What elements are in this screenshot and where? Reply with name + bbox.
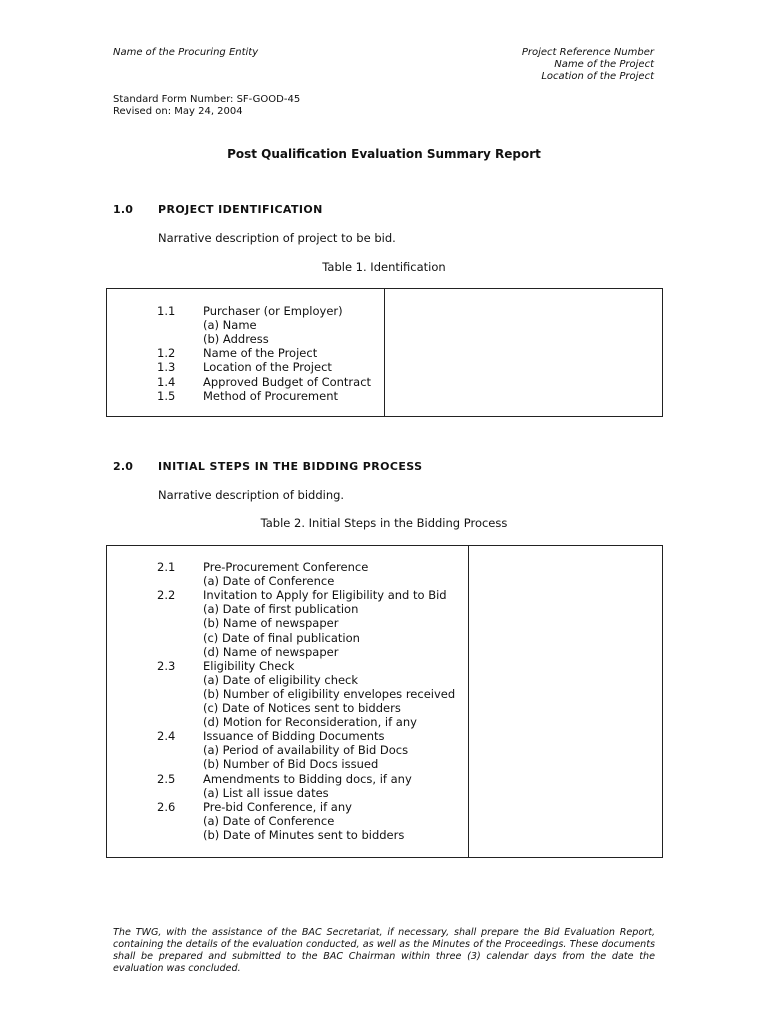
row-label: Amendments to Bidding docs, if any <box>203 771 412 786</box>
footer-note <box>113 927 655 975</box>
row-label: (c) Date of final publication <box>203 630 360 645</box>
row-number: 1.4 <box>157 374 176 389</box>
form-number: Standard Form Number: SF-GOOD-45 <box>113 94 301 105</box>
row-number: 1.3 <box>157 360 176 375</box>
row-label: Approved Budget of Contract <box>203 374 372 389</box>
footer-note-text: The TWG, with the assistance of the BAC Secretariat, if necessary, shall prepare the Bid Evaluation Report, containing the details of the evaluation conducted, as well as the Minutes of the Proceedings. These documents shall be prepared and submitted to the BAC Chairman within three (3) calendar days from the date the evaluation was concluded. <box>113 927 655 974</box>
row-label: Name of the Project <box>203 346 318 361</box>
section-2-title: INITIAL STEPS IN THE BIDDING PROCESS <box>158 460 423 473</box>
row-label: Location of the Project <box>203 360 332 375</box>
table-1-caption: Table 1. Identification <box>322 260 446 274</box>
project-location-label: Location of the Project <box>541 71 654 82</box>
section-1-narrative: Narrative description of project to be bid. <box>158 231 396 245</box>
section-1-number: 1.0 <box>113 203 134 216</box>
row-number: 2.1 <box>157 560 176 574</box>
row-label: Purchaser (or Employer) <box>203 304 343 318</box>
row-label: Invitation to Apply for Eligibility and to Bid <box>203 588 447 603</box>
row-label: (a) Date of first publication <box>203 602 359 617</box>
row-label: (d) Name of newspaper <box>203 644 339 659</box>
row-label: Issuance of Bidding Documents <box>203 729 385 744</box>
table-2-caption: Table 2. Initial Steps in the Bidding Process <box>260 516 508 530</box>
section-2-narrative: Narrative description of bidding. <box>158 488 345 502</box>
row-number: 2.5 <box>157 771 176 786</box>
revision-date: Revised on: May 24, 2004 <box>113 106 243 117</box>
row-label: Eligibility Check <box>203 658 295 673</box>
row-number: 2.4 <box>157 729 176 744</box>
row-label: (b) Name of newspaper <box>203 616 339 631</box>
row-label: (a) Name <box>203 318 257 333</box>
row-label: (a) List all issue dates <box>203 785 329 800</box>
row-number: 1.1 <box>157 304 176 318</box>
identification-table <box>106 288 663 417</box>
row-label: (a) Date of Conference <box>203 574 335 589</box>
row-label: Pre-bid Conference, if any <box>203 799 352 814</box>
row-label: (a) Period of availability of Bid Docs <box>203 743 409 758</box>
row-label: (b) Date of Minutes sent to bidders <box>203 827 405 842</box>
row-label: Method of Procurement <box>203 388 339 403</box>
row-label: (a) Date of eligibility check <box>203 672 359 687</box>
project-reference-label: Project Reference Number <box>521 47 654 58</box>
row-label: Pre-Procurement Conference <box>203 560 369 574</box>
row-label: (b) Number of eligibility envelopes received <box>203 686 456 701</box>
table-2-column-divider <box>468 546 469 857</box>
row-number: 1.5 <box>157 388 176 403</box>
project-name-label: Name of the Project <box>554 59 654 70</box>
row-label: (d) Motion for Reconsideration, if any <box>203 715 417 730</box>
row-number: 2.6 <box>157 799 176 814</box>
row-label: (c) Date of Notices sent to bidders <box>203 701 401 715</box>
table-1-column-divider <box>384 289 385 416</box>
procuring-entity-label: Name of the Procuring Entity <box>113 47 259 58</box>
row-number: 2.2 <box>157 588 176 603</box>
section-2-number: 2.0 <box>113 460 134 473</box>
page-title: Post Qualification Evaluation Summary Report <box>227 147 541 161</box>
bidding-process-table <box>106 545 663 858</box>
row-label: (a) Date of Conference <box>203 813 335 828</box>
row-number: 2.3 <box>157 658 176 673</box>
row-number: 1.2 <box>157 346 176 361</box>
row-label: (b) Address <box>203 332 269 347</box>
section-1-title: PROJECT IDENTIFICATION <box>158 203 323 216</box>
row-label: (b) Number of Bid Docs issued <box>203 757 379 772</box>
